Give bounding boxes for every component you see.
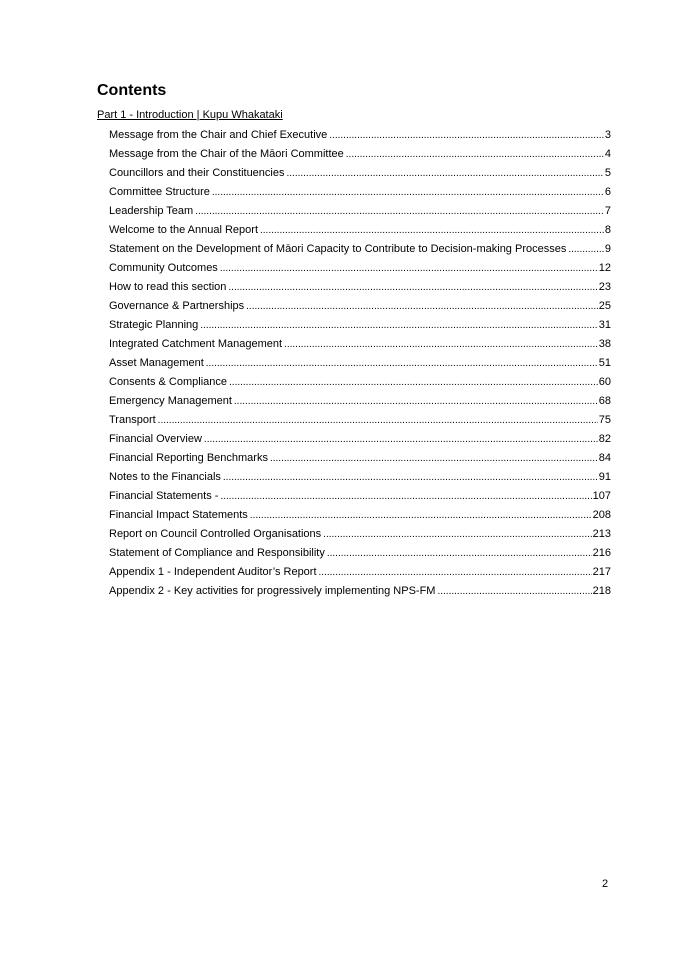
toc-entry[interactable]: [109, 202, 611, 221]
toc-entry-label: Financial Reporting Benchmarks: [109, 452, 268, 464]
toc-entry[interactable]: [109, 468, 611, 487]
toc-entry-page: 12: [598, 262, 611, 274]
dot-leader: [220, 489, 591, 504]
toc-entry-page: 8: [604, 224, 611, 236]
toc-entry[interactable]: [109, 183, 611, 202]
toc-entry[interactable]: [109, 164, 611, 183]
toc-entry-label: Financial Statements -: [109, 490, 219, 502]
dot-leader: [229, 375, 598, 390]
toc-entry-label: Committee Structure: [109, 186, 210, 198]
toc-entry-page: 25: [598, 300, 611, 312]
dot-leader: [323, 527, 591, 542]
dot-leader: [329, 128, 604, 143]
toc-entry-label: Appendix 2 - Key activities for progressively implementing NPS-FM: [109, 585, 436, 597]
dot-leader: [234, 394, 598, 409]
toc-entry-page: 38: [598, 338, 611, 350]
toc-entry[interactable]: [109, 411, 611, 430]
dot-leader: [228, 280, 597, 295]
toc-entry-label: Notes to the Financials: [109, 471, 221, 483]
toc-entry-label: Community Outcomes: [109, 262, 218, 274]
toc-entry[interactable]: [109, 278, 611, 297]
dot-leader: [260, 223, 604, 238]
toc-entry-label: Message from the Chair of the Māori Committee: [109, 148, 344, 160]
toc-entry-page: 51: [598, 357, 611, 369]
toc-entry[interactable]: [109, 373, 611, 392]
toc-entry-label: Message from the Chair and Chief Executive: [109, 129, 328, 141]
toc-entry-page: 75: [598, 414, 611, 426]
dot-leader: [206, 356, 598, 371]
toc-entry-page: 9: [604, 243, 611, 255]
page-title: Contents: [97, 82, 167, 99]
toc-entry-page: 68: [598, 395, 611, 407]
page-number: 2: [602, 878, 609, 890]
dot-leader: [568, 242, 604, 257]
dot-leader: [319, 565, 592, 580]
toc-entry-page: 213: [592, 528, 611, 540]
toc-entry[interactable]: [109, 316, 611, 335]
part-heading-link[interactable]: Part 1 - Introduction | Kupu Whakataki: [97, 109, 283, 121]
toc-entry-page: 4: [604, 148, 611, 160]
dot-leader: [200, 318, 597, 333]
toc-entry-page: 91: [598, 471, 611, 483]
toc-entry-label: Leadership Team: [109, 205, 194, 217]
toc-entry-page: 3: [604, 129, 611, 141]
dot-leader: [220, 261, 598, 276]
toc-entry[interactable]: [109, 240, 611, 259]
toc-entry-page: 218: [592, 585, 611, 597]
toc-entry-label: Welcome to the Annual Report: [109, 224, 258, 236]
toc-entry-page: 208: [592, 509, 611, 521]
dot-leader: [327, 546, 592, 561]
dot-leader: [223, 470, 598, 485]
toc-entry-page: 217: [592, 566, 611, 578]
toc-entry-label: Appendix 1 - Independent Auditor’s Report: [109, 566, 317, 578]
toc-entry[interactable]: [109, 259, 611, 278]
toc-entry[interactable]: [109, 506, 611, 525]
toc-entry-page: 7: [604, 205, 611, 217]
toc-entry-page: 31: [598, 319, 611, 331]
toc-entry[interactable]: [109, 354, 611, 373]
dot-leader: [158, 413, 598, 428]
toc-entry[interactable]: [109, 126, 611, 145]
dot-leader: [346, 147, 604, 162]
dot-leader: [204, 432, 598, 447]
toc-entry[interactable]: [109, 392, 611, 411]
dot-leader: [250, 508, 592, 523]
dot-leader: [246, 299, 598, 314]
toc-entry-label: How to read this section: [109, 281, 227, 293]
toc-entry[interactable]: [109, 449, 611, 468]
toc-entry-label: Emergency Management: [109, 395, 232, 407]
toc-entry[interactable]: [109, 487, 611, 506]
toc-entry[interactable]: [109, 335, 611, 354]
dot-leader: [284, 337, 598, 352]
dot-leader: [212, 185, 604, 200]
toc-entry-label: Transport: [109, 414, 156, 426]
dot-leader: [270, 451, 598, 466]
toc-entry-label: Financial Overview: [109, 433, 202, 445]
toc-entry-label: Integrated Catchment Management: [109, 338, 283, 350]
toc-entry-label: Statement of Compliance and Responsibility: [109, 547, 325, 559]
toc-entry-page: 216: [592, 547, 611, 559]
toc-entry-label: Report on Council Controlled Organisations: [109, 528, 322, 540]
toc-entry-label: Consents & Compliance: [109, 376, 228, 388]
toc-entry[interactable]: [109, 544, 611, 563]
toc-entry-label: Asset Management: [109, 357, 204, 369]
toc-entry-label: Strategic Planning: [109, 319, 199, 331]
toc-entry[interactable]: [109, 582, 611, 601]
toc-entry-label: Governance & Partnerships: [109, 300, 245, 312]
dot-leader: [195, 204, 604, 219]
table-of-contents: [109, 126, 611, 601]
toc-entry-page: 107: [592, 490, 611, 502]
toc-entry-label: Councillors and their Constituencies: [109, 167, 285, 179]
toc-entry-page: 6: [604, 186, 611, 198]
toc-entry-page: 84: [598, 452, 611, 464]
toc-entry[interactable]: [109, 563, 611, 582]
toc-entry-page: 5: [604, 167, 611, 179]
toc-entry[interactable]: [109, 525, 611, 544]
toc-entry-label: Financial Impact Statements: [109, 509, 248, 521]
toc-entry[interactable]: [109, 145, 611, 164]
toc-entry-page: 82: [598, 433, 611, 445]
dot-leader: [286, 166, 603, 181]
toc-entry[interactable]: [109, 430, 611, 449]
toc-entry-label: Statement on the Development of Māori Capacity to Contribute to Decision-making Processes: [109, 243, 567, 255]
toc-entry[interactable]: [109, 221, 611, 240]
toc-entry-page: 60: [598, 376, 611, 388]
dot-leader: [437, 584, 591, 599]
toc-entry[interactable]: [109, 297, 611, 316]
toc-entry-page: 23: [598, 281, 611, 293]
